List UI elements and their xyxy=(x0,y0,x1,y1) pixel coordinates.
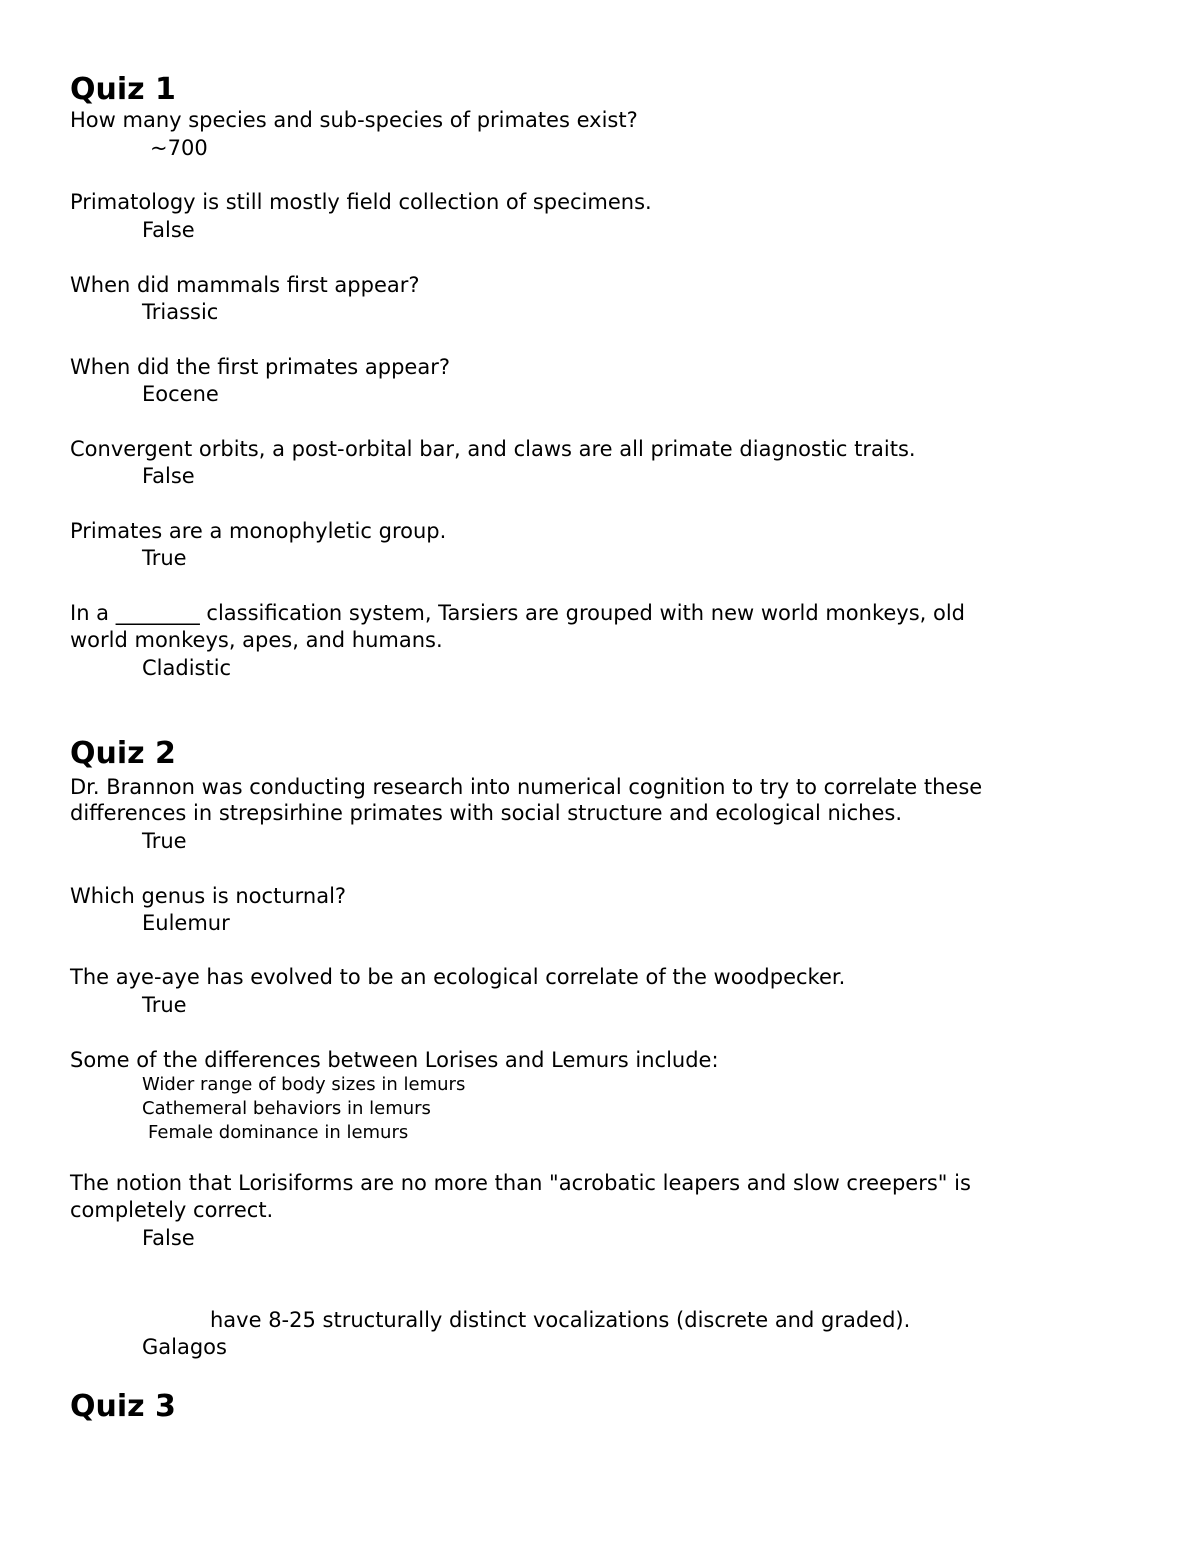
quiz-1-question-6: Primates are a monophyletic group. xyxy=(70,519,447,543)
quiz-2-question-3: The aye-aye has evolved to be an ecological correlate of the woodpecker. xyxy=(70,965,846,989)
quiz-2-question-1-line-1: Dr. Brannon was conducting research into numerical cognition to try to correlate these xyxy=(70,775,983,799)
quiz-2-heading: Quiz 2 xyxy=(70,736,176,771)
quiz-2-answer-4-item-1: Wider range of body sizes in lemurs xyxy=(142,1074,466,1095)
quiz-2-question-5-line-2: completely correct. xyxy=(70,1198,274,1222)
quiz-1-question-2: Primatology is still mostly field collection of specimens. xyxy=(70,190,652,214)
quiz-1-answer-4: Eocene xyxy=(142,382,219,406)
quiz-2-question-5-line-1: The notion that Lorisiforms are no more than "acrobatic leapers and slow creepers" is xyxy=(70,1171,971,1195)
quiz-1-answer-7: Cladistic xyxy=(142,656,232,680)
quiz-1-question-7-line-2: world monkeys, apes, and humans. xyxy=(70,628,443,652)
quiz-1-question-3: When did mammals first appear? xyxy=(70,273,420,297)
quiz-2-answer-1: True xyxy=(142,829,187,853)
quiz-2-question-6: have 8-25 structurally distinct vocalizations (discrete and graded). xyxy=(210,1308,911,1332)
quiz-2-question-4: Some of the differences between Lorises and Lemurs include: xyxy=(70,1048,719,1072)
quiz-2-question-2: Which genus is nocturnal? xyxy=(70,884,347,908)
quiz-1-question-7-line-1: In a ________ classification system, Tarsiers are grouped with new world monkeys, old xyxy=(70,601,966,625)
quiz-1-heading: Quiz 1 xyxy=(70,72,176,107)
quiz-1-answer-5: False xyxy=(142,464,195,488)
quiz-1-answer-1: ~700 xyxy=(150,136,208,160)
quiz-2-answer-2: Eulemur xyxy=(142,911,230,935)
quiz-2-answer-4-item-3: Female dominance in lemurs xyxy=(148,1122,409,1143)
quiz-1-question-4: When did the first primates appear? xyxy=(70,355,450,379)
quiz-2-answer-4-item-2: Cathemeral behaviors in lemurs xyxy=(142,1098,431,1119)
quiz-1-question-1: How many species and sub-species of primates exist? xyxy=(70,108,638,132)
quiz-2-answer-5: False xyxy=(142,1226,195,1250)
quiz-2-answer-6: Galagos xyxy=(142,1335,227,1359)
quiz-3-heading: Quiz 3 xyxy=(70,1389,176,1424)
quiz-2-answer-3: True xyxy=(142,993,187,1017)
quiz-1-question-5: Convergent orbits, a post-orbital bar, and claws are all primate diagnostic traits. xyxy=(70,437,916,461)
quiz-1-answer-3: Triassic xyxy=(142,300,219,324)
quiz-1-answer-6: True xyxy=(142,546,187,570)
quiz-2-question-1-line-2: differences in strepsirhine primates with social structure and ecological niches. xyxy=(70,801,902,825)
quiz-1-answer-2: False xyxy=(142,218,195,242)
